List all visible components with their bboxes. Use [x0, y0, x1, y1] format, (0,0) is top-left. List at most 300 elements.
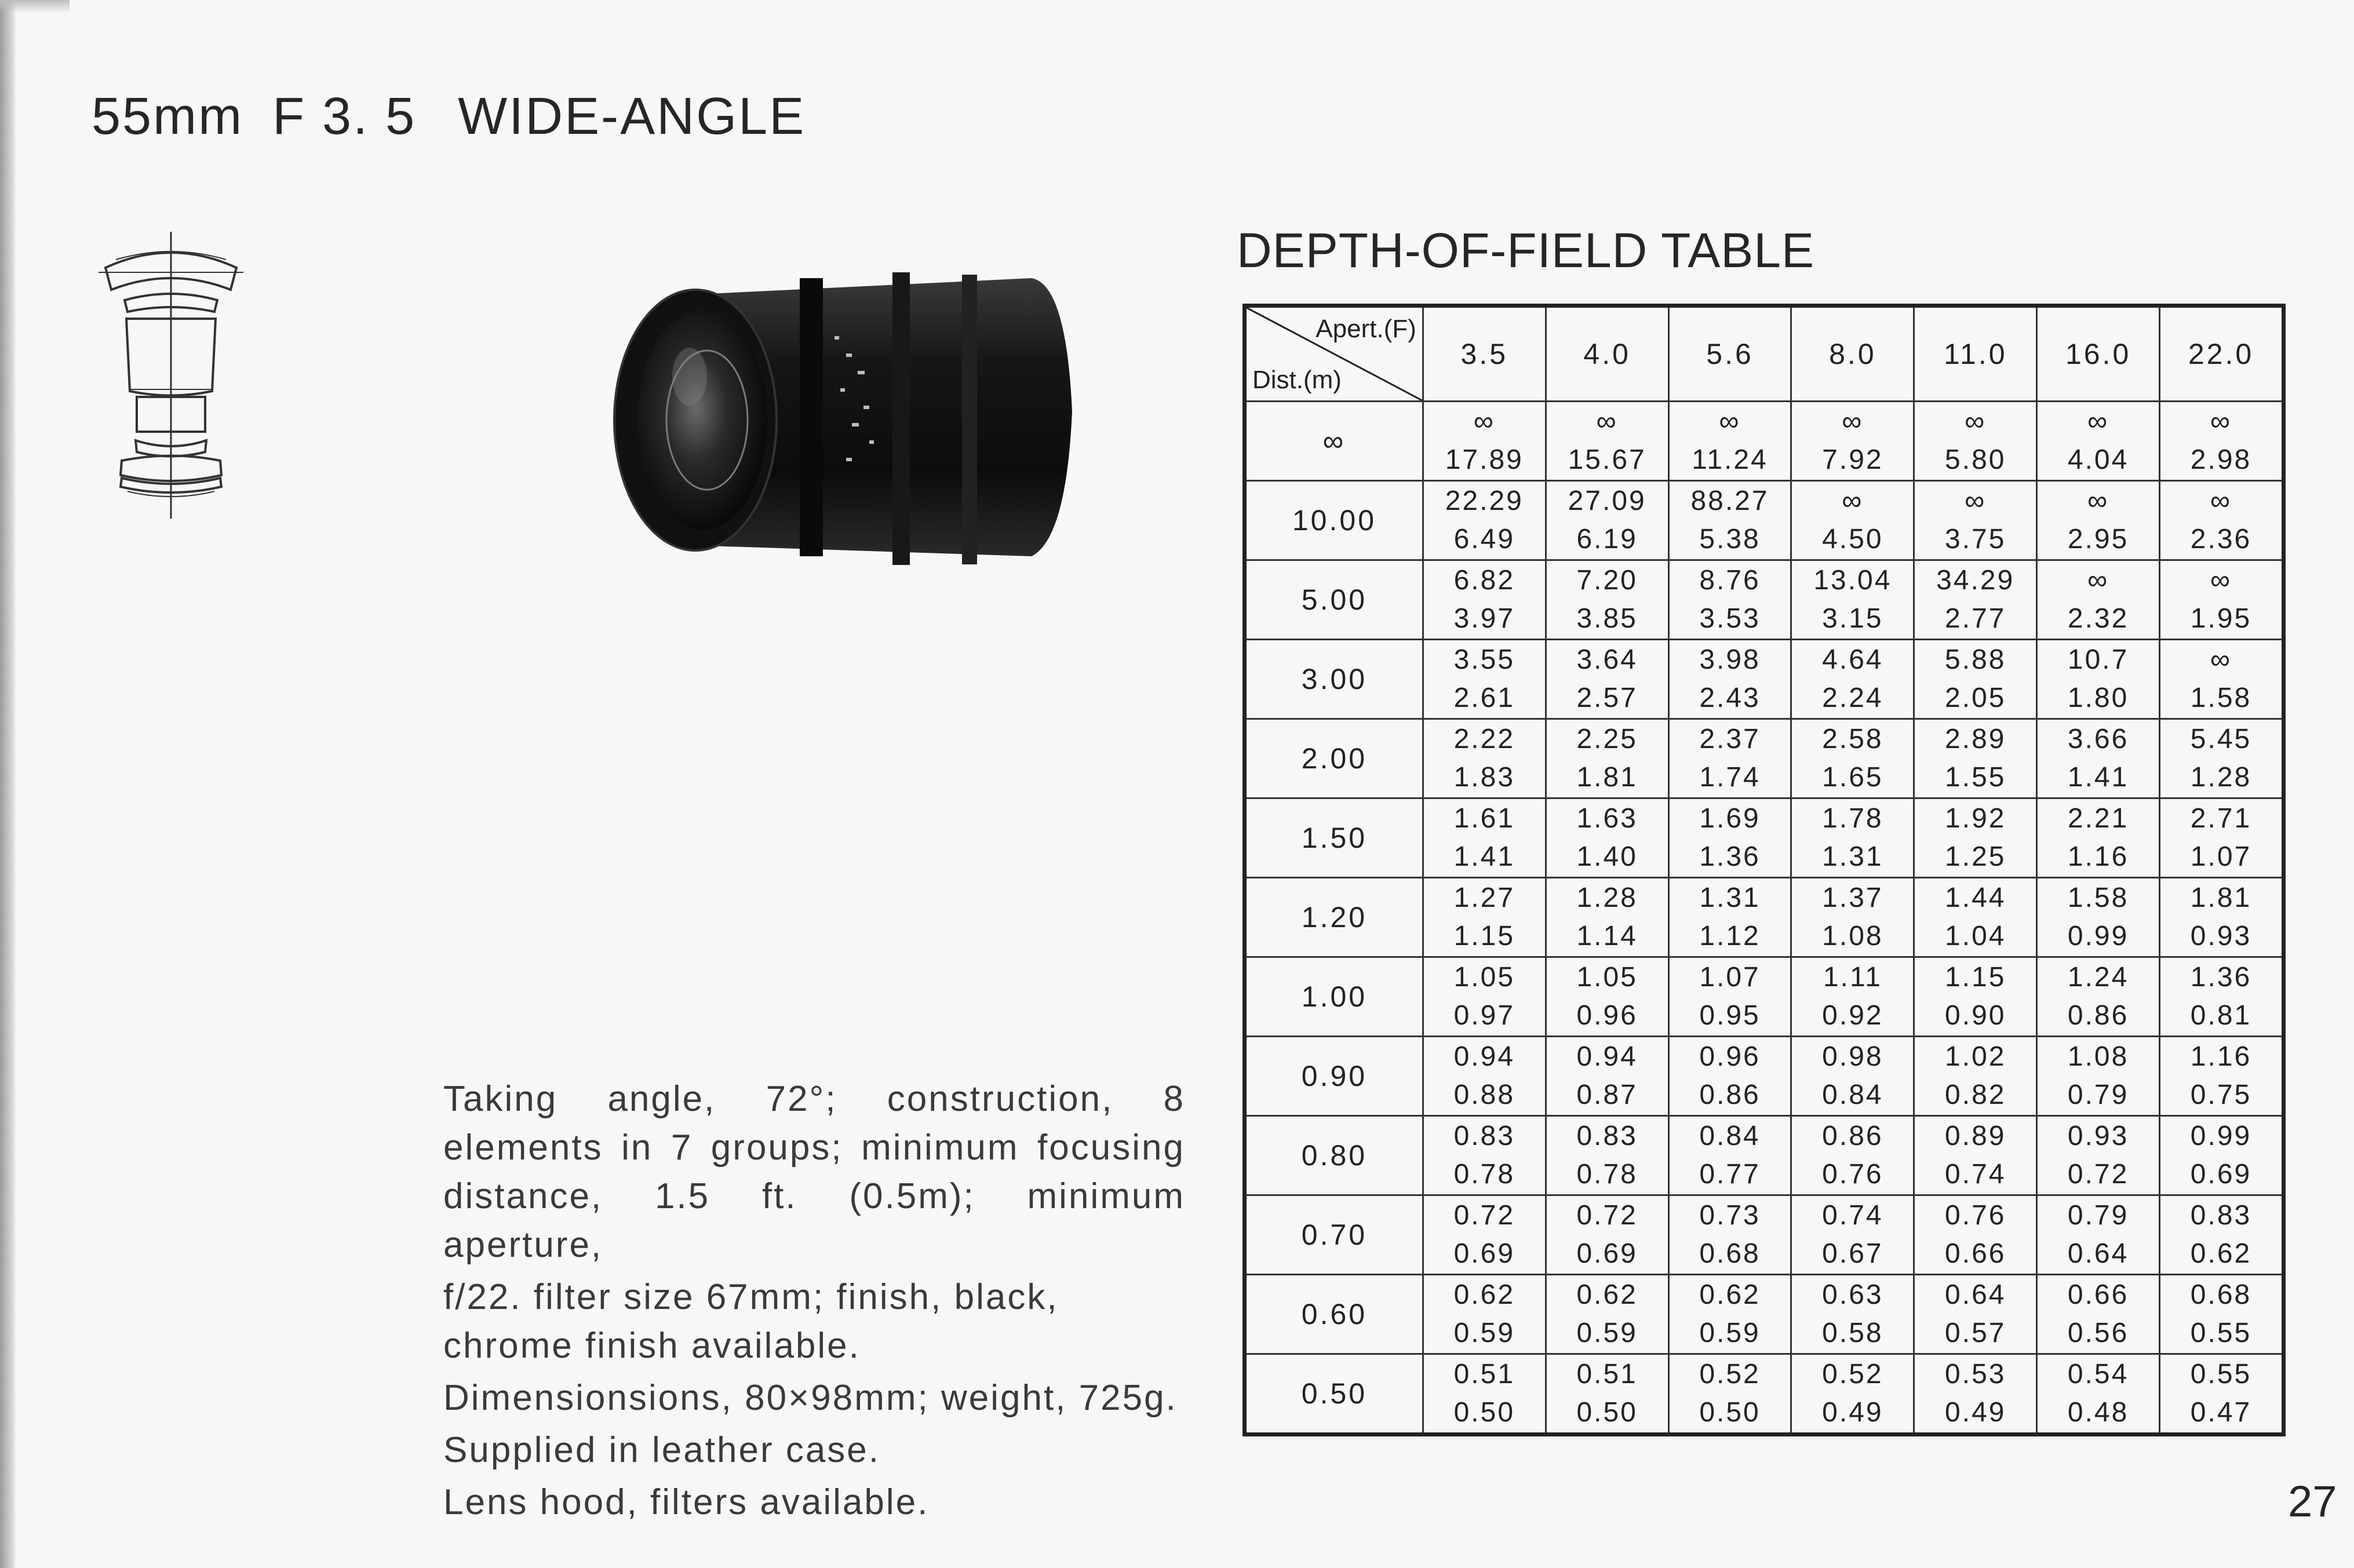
dof-value-cell — [1423, 1275, 1546, 1354]
aperture-header: 16.0 — [2037, 306, 2160, 402]
far-limit-value: 0.73 — [1699, 1200, 1761, 1231]
near-limit-value: 1.40 — [1576, 841, 1638, 872]
dof-value-cell — [1791, 719, 1914, 798]
table-row — [1245, 1116, 2284, 1195]
dof-table-title: DEPTH-OF-FIELD TABLE — [1237, 223, 1815, 278]
far-limit-value: 2.89 — [1945, 724, 2006, 754]
aperture-header: 11.0 — [1914, 306, 2037, 402]
far-limit-value: ∞ — [1842, 486, 1864, 516]
dof-value-cell — [2037, 1195, 2160, 1275]
dof-value-cell — [1423, 481, 1546, 560]
dof-value-cell — [2160, 1354, 2284, 1435]
dof-value-cell — [1546, 719, 1668, 798]
near-limit-value: 0.79 — [2067, 1080, 2129, 1110]
distance-cell: 1.00 — [1245, 957, 1423, 1037]
near-limit-value: 0.84 — [1822, 1080, 1883, 1110]
far-limit-value: ∞ — [2087, 406, 2109, 437]
near-limit-value: 0.75 — [2190, 1080, 2252, 1110]
dof-value-cell — [2037, 481, 2160, 560]
dof-value-cell — [1546, 798, 1668, 878]
near-limit-value: 0.81 — [2190, 1000, 2252, 1031]
page-number: 27 — [2288, 1477, 2337, 1526]
near-limit-value: 0.72 — [2067, 1159, 2129, 1190]
distance-cell: 1.20 — [1245, 878, 1423, 957]
near-limit-value: 3.53 — [1699, 603, 1761, 634]
far-limit-value: 3.55 — [1453, 644, 1515, 675]
near-limit-value: 1.41 — [2067, 762, 2129, 793]
near-limit-value: 0.50 — [1576, 1397, 1638, 1428]
near-limit-value: 3.85 — [1576, 603, 1638, 634]
dof-value-cell — [1668, 481, 1791, 560]
dof-value-cell — [1791, 878, 1914, 957]
far-limit-value: 1.81 — [2190, 883, 2252, 913]
dof-value-cell — [1668, 1195, 1791, 1275]
dof-value-cell — [1423, 878, 1546, 957]
near-limit-value: 2.98 — [2190, 444, 2252, 475]
dof-value-cell — [2037, 1275, 2160, 1354]
far-limit-value: 8.76 — [1699, 565, 1761, 596]
far-limit-value: 10.7 — [2067, 644, 2129, 675]
near-limit-value: 2.57 — [1576, 683, 1638, 713]
near-limit-value: 0.97 — [1453, 1000, 1515, 1031]
near-limit-value: 6.19 — [1576, 524, 1638, 555]
dof-value-cell — [1546, 1116, 1668, 1195]
near-limit-value: 0.59 — [1576, 1318, 1638, 1348]
near-limit-value: 0.69 — [2190, 1159, 2252, 1190]
dof-value-cell — [1791, 402, 1914, 481]
far-limit-value: 0.66 — [2067, 1279, 2129, 1310]
far-limit-value: 4.64 — [1822, 644, 1883, 675]
far-limit-value: 1.27 — [1453, 883, 1515, 913]
far-limit-value: 1.16 — [2190, 1041, 2252, 1072]
near-limit-value: 1.74 — [1699, 762, 1761, 793]
dof-value-cell — [1423, 640, 1546, 719]
dof-value-cell — [1423, 719, 1546, 798]
dof-value-cell — [1423, 1195, 1546, 1275]
dof-value-cell — [2037, 798, 2160, 878]
near-limit-value: 3.97 — [1453, 603, 1515, 634]
dof-value-cell — [1791, 481, 1914, 560]
far-limit-value: 1.92 — [1945, 803, 2006, 834]
dof-value-cell — [1546, 481, 1668, 560]
near-limit-value: 0.88 — [1453, 1080, 1515, 1110]
far-limit-value: ∞ — [2210, 486, 2232, 516]
distance-cell: 0.70 — [1245, 1195, 1423, 1275]
far-limit-value: 1.02 — [1945, 1041, 2006, 1072]
near-limit-value: 5.80 — [1945, 444, 2006, 475]
aperture-header: 5.6 — [1668, 306, 1791, 402]
dof-value-cell — [1546, 402, 1668, 481]
far-limit-value: 0.55 — [2190, 1359, 2252, 1390]
far-limit-value: 22.29 — [1445, 486, 1524, 516]
table-row — [1245, 402, 2284, 481]
dof-value-cell — [1546, 1354, 1668, 1435]
far-limit-value: ∞ — [1965, 486, 1987, 516]
far-limit-value: 0.52 — [1699, 1359, 1761, 1390]
far-limit-value: 0.83 — [2190, 1200, 2252, 1231]
dof-value-cell — [1423, 1354, 1546, 1435]
far-limit-value: 1.61 — [1453, 803, 1515, 834]
near-limit-value: 1.12 — [1699, 921, 1761, 951]
near-limit-value: 1.80 — [2067, 683, 2129, 713]
near-limit-value: 0.64 — [2067, 1238, 2129, 1269]
title-focal-length: 55mm — [92, 87, 244, 145]
dof-value-cell — [1423, 402, 1546, 481]
dof-value-cell — [1914, 1195, 2037, 1275]
near-limit-value: 0.96 — [1576, 1000, 1638, 1031]
dof-value-cell — [1546, 1037, 1668, 1116]
far-limit-value: ∞ — [1965, 406, 1987, 437]
far-limit-value: 0.68 — [2190, 1279, 2252, 1310]
dof-value-cell — [2037, 719, 2160, 798]
dof-value-cell — [2160, 1116, 2284, 1195]
aperture-header: 3.5 — [1423, 306, 1546, 402]
near-limit-value: 1.81 — [1576, 762, 1638, 793]
near-limit-value: 1.04 — [1945, 921, 2006, 951]
far-limit-value: 0.72 — [1576, 1200, 1638, 1231]
far-limit-value: 2.21 — [2067, 803, 2129, 834]
far-limit-value: 0.83 — [1576, 1121, 1638, 1151]
dof-value-cell — [1791, 957, 1914, 1037]
dof-value-cell — [2037, 1354, 2160, 1435]
far-limit-value: 88.27 — [1690, 486, 1769, 516]
distance-cell: 5.00 — [1245, 560, 1423, 640]
dof-value-cell — [1423, 798, 1546, 878]
near-limit-value: 6.49 — [1453, 524, 1515, 555]
title-lens-type: WIDE-ANGLE — [458, 87, 806, 145]
aperture-axis-label: Apert.(F) — [1316, 315, 1416, 343]
far-limit-value: 1.11 — [1823, 962, 1882, 993]
spec-paragraph: Lens hood, filters available. — [443, 1482, 930, 1522]
near-limit-value: 4.04 — [2067, 444, 2129, 475]
dof-value-cell — [1791, 1275, 1914, 1354]
distance-cell: 3.00 — [1245, 640, 1423, 719]
dof-value-cell — [1546, 640, 1668, 719]
dof-value-cell — [1668, 1275, 1791, 1354]
near-limit-value: 0.78 — [1453, 1159, 1515, 1190]
far-limit-value: 1.08 — [2067, 1041, 2129, 1072]
far-limit-value: 0.84 — [1699, 1121, 1761, 1151]
near-limit-value: 0.49 — [1945, 1397, 2006, 1428]
near-limit-value: 0.95 — [1699, 1000, 1761, 1031]
far-limit-value: ∞ — [1473, 406, 1495, 437]
near-limit-value: 0.69 — [1453, 1238, 1515, 1269]
dof-value-cell — [1791, 1037, 1914, 1116]
table-row — [1245, 798, 2284, 878]
title-aperture: F 3. 5 — [272, 87, 417, 145]
near-limit-value: 1.14 — [1576, 921, 1638, 951]
near-limit-value: 1.95 — [2190, 603, 2252, 634]
near-limit-value: 0.67 — [1822, 1238, 1883, 1269]
dof-value-cell — [1423, 1116, 1546, 1195]
near-limit-value: 1.25 — [1945, 841, 2006, 872]
far-limit-value: 0.79 — [2067, 1200, 2129, 1231]
far-limit-value: 3.64 — [1576, 644, 1638, 675]
dof-value-cell — [1791, 640, 1914, 719]
far-limit-value: 3.66 — [2067, 724, 2129, 754]
near-limit-value: 0.56 — [2067, 1318, 2129, 1348]
far-limit-value: 0.52 — [1822, 1359, 1883, 1390]
aperture-header: 22.0 — [2160, 306, 2284, 402]
near-limit-value: 0.87 — [1576, 1080, 1638, 1110]
near-limit-value: 0.90 — [1945, 1000, 2006, 1031]
table-row — [1245, 1354, 2284, 1435]
distance-cell: 0.80 — [1245, 1116, 1423, 1195]
page-binding-shadow — [0, 0, 15, 1568]
table-row — [1245, 1037, 2284, 1116]
far-limit-value: 2.22 — [1453, 724, 1515, 754]
near-limit-value: 2.61 — [1453, 683, 1515, 713]
table-row — [1245, 560, 2284, 640]
far-limit-value: 0.62 — [1699, 1279, 1761, 1310]
far-limit-value: 0.99 — [2190, 1121, 2252, 1151]
dof-value-cell — [1668, 1116, 1791, 1195]
table-row — [1245, 640, 2284, 719]
depth-of-field-table — [1242, 304, 2286, 1436]
dof-value-cell — [1914, 957, 2037, 1037]
dof-value-cell — [1668, 1037, 1791, 1116]
near-limit-value: 3.15 — [1822, 603, 1883, 634]
far-limit-value: 1.63 — [1576, 803, 1638, 834]
dof-value-cell — [1914, 1354, 2037, 1435]
far-limit-value: 1.78 — [1822, 803, 1883, 834]
lens-photo — [603, 267, 1101, 579]
far-limit-value: 0.83 — [1453, 1121, 1515, 1151]
far-limit-value: 0.96 — [1699, 1041, 1761, 1072]
far-limit-value: ∞ — [2087, 486, 2109, 516]
near-limit-value: 4.50 — [1822, 524, 1883, 555]
far-limit-value: 1.15 — [1945, 962, 2006, 993]
far-limit-value: 0.94 — [1576, 1041, 1638, 1072]
far-limit-value: 6.82 — [1453, 565, 1515, 596]
near-limit-value: 3.75 — [1945, 524, 2006, 555]
dof-value-cell — [1668, 957, 1791, 1037]
far-limit-value: ∞ — [1842, 406, 1864, 437]
near-limit-value: 7.92 — [1822, 444, 1883, 475]
near-limit-value: 0.50 — [1453, 1397, 1515, 1428]
dof-value-cell — [2160, 560, 2284, 640]
far-limit-value: ∞ — [2087, 565, 2109, 596]
far-limit-value: ∞ — [1596, 406, 1618, 437]
table-row — [1245, 1275, 2284, 1354]
spec-paragraph: Supplied in leather case. — [443, 1430, 881, 1470]
far-limit-value: ∞ — [2210, 406, 2232, 437]
page-corner-shadow — [0, 0, 70, 13]
near-limit-value: 2.24 — [1822, 683, 1883, 713]
dof-value-cell — [1914, 1116, 2037, 1195]
distance-cell: 0.60 — [1245, 1275, 1423, 1354]
dof-value-cell — [1914, 402, 2037, 481]
dof-value-cell — [1914, 798, 2037, 878]
near-limit-value: 1.31 — [1822, 841, 1883, 872]
dof-value-cell — [2037, 878, 2160, 957]
far-limit-value: 1.05 — [1576, 962, 1638, 993]
near-limit-value: 0.66 — [1945, 1238, 2006, 1269]
near-limit-value: 0.77 — [1699, 1159, 1761, 1190]
far-limit-value: 1.05 — [1453, 962, 1515, 993]
dof-value-cell — [1914, 560, 2037, 640]
distance-cell: ∞ — [1245, 402, 1423, 481]
near-limit-value: 1.07 — [2190, 841, 2252, 872]
dof-value-cell — [2160, 957, 2284, 1037]
far-limit-value: 7.20 — [1576, 565, 1638, 596]
far-limit-value: 0.51 — [1453, 1359, 1515, 1390]
dof-value-cell — [1668, 402, 1791, 481]
near-limit-value: 0.68 — [1699, 1238, 1761, 1269]
far-limit-value: 1.31 — [1699, 883, 1761, 913]
far-limit-value: 27.09 — [1568, 486, 1646, 516]
dof-value-cell — [1914, 1275, 2037, 1354]
near-limit-value: 1.28 — [2190, 762, 2252, 793]
dof-value-cell — [1668, 719, 1791, 798]
table-row — [1245, 481, 2284, 560]
dof-value-cell — [1423, 957, 1546, 1037]
far-limit-value: 1.37 — [1822, 883, 1883, 913]
dof-value-cell — [2160, 719, 2284, 798]
distance-cell: 2.00 — [1245, 719, 1423, 798]
dof-value-cell — [1914, 719, 2037, 798]
dof-value-cell — [1668, 878, 1791, 957]
distance-cell: 0.50 — [1245, 1354, 1423, 1435]
far-limit-value: 0.94 — [1453, 1041, 1515, 1072]
dof-value-cell — [1914, 640, 2037, 719]
spec-paragraph: f/22. filter size 67mm; finish, black, chrome finish available. — [443, 1277, 1059, 1366]
far-limit-value: 1.44 — [1945, 883, 2006, 913]
near-limit-value: 0.57 — [1945, 1318, 2006, 1348]
table-row — [1245, 719, 2284, 798]
near-limit-value: 0.58 — [1822, 1318, 1883, 1348]
near-limit-value: 2.32 — [2067, 603, 2129, 634]
near-limit-value: 17.89 — [1445, 444, 1524, 475]
far-limit-value: ∞ — [2210, 644, 2232, 675]
distance-cell: 0.90 — [1245, 1037, 1423, 1116]
dof-value-cell — [1668, 798, 1791, 878]
far-limit-value: 2.71 — [2190, 803, 2252, 834]
near-limit-value: 0.69 — [1576, 1238, 1638, 1269]
table-row — [1245, 1195, 2284, 1275]
near-limit-value: 2.05 — [1945, 683, 2006, 713]
table-row — [1245, 957, 2284, 1037]
far-limit-value: 13.04 — [1813, 565, 1892, 596]
far-limit-value: 5.45 — [2190, 724, 2252, 754]
near-limit-value: 0.93 — [2190, 921, 2252, 951]
near-limit-value: 0.86 — [1699, 1080, 1761, 1110]
dof-value-cell — [1791, 560, 1914, 640]
table-corner-cell — [1245, 306, 1423, 402]
page-title — [92, 87, 806, 147]
far-limit-value: 2.58 — [1822, 724, 1883, 754]
far-limit-value: 0.64 — [1945, 1279, 2006, 1310]
dof-value-cell — [2037, 1116, 2160, 1195]
dof-value-cell — [2037, 560, 2160, 640]
near-limit-value: 2.77 — [1945, 603, 2006, 634]
far-limit-value: 1.28 — [1576, 883, 1638, 913]
far-limit-value: 1.36 — [2190, 962, 2252, 993]
dof-value-cell — [2037, 402, 2160, 481]
aperture-header: 8.0 — [1791, 306, 1914, 402]
near-limit-value: 0.48 — [2067, 1397, 2129, 1428]
spec-paragraph: Dimensionsions, 80×98mm; weight, 725g. — [443, 1378, 1178, 1418]
far-limit-value: 1.58 — [2067, 883, 2129, 913]
far-limit-value: 2.25 — [1576, 724, 1638, 754]
near-limit-value: 0.55 — [2190, 1318, 2252, 1348]
near-limit-value: 15.67 — [1568, 444, 1646, 475]
dof-value-cell — [1791, 1116, 1914, 1195]
dof-value-cell — [1668, 640, 1791, 719]
far-limit-value: 34.29 — [1936, 565, 2015, 596]
dof-value-cell — [2160, 402, 2284, 481]
near-limit-value: 2.43 — [1699, 683, 1761, 713]
far-limit-value: 1.24 — [2067, 962, 2129, 993]
near-limit-value: 0.62 — [2190, 1238, 2252, 1269]
far-limit-value: 0.86 — [1822, 1121, 1883, 1151]
dof-value-cell — [1791, 1354, 1914, 1435]
far-limit-value: 0.53 — [1945, 1359, 2006, 1390]
far-limit-value: 0.51 — [1576, 1359, 1638, 1390]
distance-axis-label: Dist.(m) — [1252, 366, 1342, 394]
near-limit-value: 0.47 — [2190, 1397, 2252, 1428]
far-limit-value: 0.93 — [2067, 1121, 2129, 1151]
dof-value-cell — [2160, 1195, 2284, 1275]
near-limit-value: 0.74 — [1945, 1159, 2006, 1190]
near-limit-value: 0.76 — [1822, 1159, 1883, 1190]
near-limit-value: 1.16 — [2067, 841, 2129, 872]
far-limit-value: 0.74 — [1822, 1200, 1883, 1231]
dof-value-cell — [1546, 1195, 1668, 1275]
distance-cell: 10.00 — [1245, 481, 1423, 560]
near-limit-value: 1.65 — [1822, 762, 1883, 793]
near-limit-value: 1.08 — [1822, 921, 1883, 951]
lens-specifications — [443, 1075, 1185, 1530]
far-limit-value: 0.98 — [1822, 1041, 1883, 1072]
dof-value-cell — [1668, 1354, 1791, 1435]
far-limit-value: 1.69 — [1699, 803, 1761, 834]
near-limit-value: 2.36 — [2190, 524, 2252, 555]
far-limit-value: 0.62 — [1576, 1279, 1638, 1310]
dof-value-cell — [2037, 1037, 2160, 1116]
far-limit-value: ∞ — [1719, 406, 1741, 437]
dof-value-cell — [1914, 481, 2037, 560]
near-limit-value: 0.92 — [1822, 1000, 1883, 1031]
near-limit-value: 0.82 — [1945, 1080, 2006, 1110]
dof-value-cell — [2160, 798, 2284, 878]
aperture-header: 4.0 — [1546, 306, 1668, 402]
near-limit-value: 1.15 — [1453, 921, 1515, 951]
far-limit-value: ∞ — [2210, 565, 2232, 596]
dof-value-cell — [2160, 481, 2284, 560]
near-limit-value: 0.86 — [2067, 1000, 2129, 1031]
dof-value-cell — [1546, 1275, 1668, 1354]
dof-value-cell — [1668, 560, 1791, 640]
table-row — [1245, 878, 2284, 957]
dof-value-cell — [1423, 560, 1546, 640]
near-limit-value: 0.99 — [2067, 921, 2129, 951]
dof-value-cell — [1791, 798, 1914, 878]
far-limit-value: 0.62 — [1453, 1279, 1515, 1310]
far-limit-value: 0.89 — [1945, 1121, 2006, 1151]
far-limit-value: 0.54 — [2067, 1359, 2129, 1390]
dof-value-cell — [1791, 1195, 1914, 1275]
far-limit-value: 0.76 — [1945, 1200, 2006, 1231]
near-limit-value: 0.78 — [1576, 1159, 1638, 1190]
near-limit-value: 5.38 — [1699, 524, 1761, 555]
near-limit-value: 0.59 — [1453, 1318, 1515, 1348]
near-limit-value: 1.41 — [1453, 841, 1515, 872]
far-limit-value: 2.37 — [1699, 724, 1761, 754]
dof-value-cell — [1546, 957, 1668, 1037]
dof-value-cell — [2037, 957, 2160, 1037]
dof-value-cell — [2160, 878, 2284, 957]
